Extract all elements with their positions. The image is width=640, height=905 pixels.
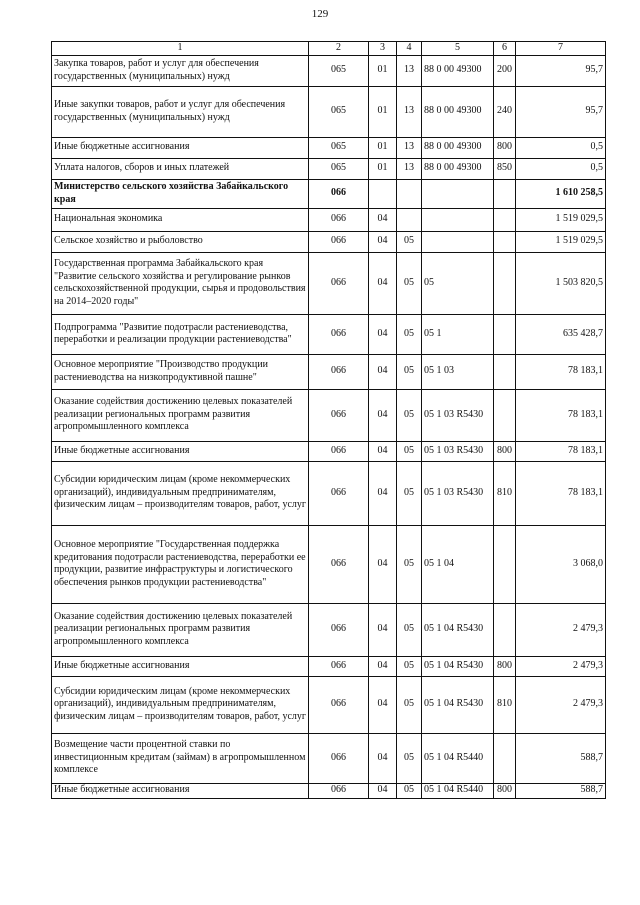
row-section-cell <box>369 179 397 208</box>
table-row <box>52 231 606 252</box>
row-code-cell: 066 <box>309 441 369 461</box>
row-name-cell: Иные бюджетные ассигнования <box>52 137 309 158</box>
row-name-cell: Иные закупки товаров, работ и услуг для обеспечения государственных (муниципальных) нужд <box>52 86 309 137</box>
table-row <box>52 314 606 354</box>
row-sum-cell: 2 479,3 <box>516 676 606 733</box>
row-expense-type-cell <box>494 208 516 231</box>
row-target-article-cell: 88 0 00 49300 <box>422 137 494 158</box>
table-row <box>52 441 606 461</box>
header-cell-section: 3 <box>369 42 397 56</box>
row-expense-type-cell <box>494 179 516 208</box>
row-subsection-cell: 13 <box>397 158 422 179</box>
row-target-article-cell: 05 1 04 R5430 <box>422 603 494 656</box>
row-sum-cell: 0,5 <box>516 137 606 158</box>
row-section-cell: 01 <box>369 158 397 179</box>
row-subsection-cell: 05 <box>397 461 422 525</box>
row-subsection-cell: 05 <box>397 656 422 676</box>
row-sum-cell: 588,7 <box>516 733 606 783</box>
row-sum-cell: 78 183,1 <box>516 441 606 461</box>
row-name-cell: Закупка товаров, работ и услуг для обеспечения государственных (муниципальных) нужд <box>52 55 309 86</box>
row-code-cell: 065 <box>309 55 369 86</box>
row-code-cell: 066 <box>309 179 369 208</box>
row-section-cell: 04 <box>369 525 397 603</box>
row-code-cell: 065 <box>309 86 369 137</box>
row-code-cell: 066 <box>309 603 369 656</box>
row-expense-type-cell <box>494 733 516 783</box>
table-row <box>52 603 606 656</box>
row-target-article-cell: 05 1 04 R5440 <box>422 783 494 798</box>
row-section-cell: 01 <box>369 55 397 86</box>
row-target-article-cell: 05 1 <box>422 314 494 354</box>
header-cell-code: 2 <box>309 42 369 56</box>
table-row <box>52 733 606 783</box>
row-section-cell: 04 <box>369 231 397 252</box>
row-sum-cell: 1 519 029,5 <box>516 231 606 252</box>
row-target-article-cell: 05 1 04 R5430 <box>422 676 494 733</box>
row-subsection-cell: 13 <box>397 55 422 86</box>
row-name-cell: Иные бюджетные ассигнования <box>52 783 309 798</box>
row-code-cell: 066 <box>309 314 369 354</box>
table-header-row <box>52 42 606 56</box>
row-name-cell: Иные бюджетные ассигнования <box>52 656 309 676</box>
row-subsection-cell: 05 <box>397 389 422 441</box>
row-name-cell: Оказание содействия достижению целевых показателей реализации региональных программ развития агропромышленного комплекса <box>52 389 309 441</box>
row-code-cell: 066 <box>309 354 369 389</box>
row-expense-type-cell: 800 <box>494 441 516 461</box>
row-target-article-cell <box>422 179 494 208</box>
row-name-cell: Министерство сельского хозяйства Забайкальского края <box>52 179 309 208</box>
header-cell-name: 1 <box>52 42 309 56</box>
row-target-article-cell: 05 1 03 R5430 <box>422 389 494 441</box>
row-sum-cell: 2 479,3 <box>516 603 606 656</box>
row-code-cell: 066 <box>309 389 369 441</box>
row-name-cell: Уплата налогов, сборов и иных платежей <box>52 158 309 179</box>
row-code-cell: 066 <box>309 461 369 525</box>
row-code-cell: 066 <box>309 783 369 798</box>
row-expense-type-cell <box>494 252 516 314</box>
row-name-cell: Оказание содействия достижению целевых показателей реализации региональных программ развития агропромышленного комплекса <box>52 603 309 656</box>
row-section-cell: 04 <box>369 252 397 314</box>
row-section-cell: 01 <box>369 86 397 137</box>
row-name-cell: Субсидии юридическим лицам (кроме некоммерческих организаций), индивидуальным предпринимателям, физическим лицам – производителям товаров, работ, услуг <box>52 676 309 733</box>
table-row <box>52 55 606 86</box>
row-section-cell: 04 <box>369 461 397 525</box>
row-code-cell: 065 <box>309 137 369 158</box>
table-row <box>52 676 606 733</box>
row-sum-cell: 1 519 029,5 <box>516 208 606 231</box>
table-row <box>52 783 606 798</box>
row-target-article-cell: 05 1 03 R5430 <box>422 461 494 525</box>
row-sum-cell: 1 610 258,5 <box>516 179 606 208</box>
row-name-cell: Возмещение части процентной ставки по инвестиционным кредитам (займам) в агропромышленном комплексе <box>52 733 309 783</box>
table-row <box>52 158 606 179</box>
table-row <box>52 137 606 158</box>
row-code-cell: 066 <box>309 525 369 603</box>
row-section-cell: 04 <box>369 314 397 354</box>
row-section-cell: 01 <box>369 137 397 158</box>
row-subsection-cell: 05 <box>397 676 422 733</box>
header-cell-target-article: 5 <box>422 42 494 56</box>
row-target-article-cell: 05 1 04 R5430 <box>422 656 494 676</box>
row-sum-cell: 78 183,1 <box>516 354 606 389</box>
row-code-cell: 066 <box>309 656 369 676</box>
row-name-cell: Основное мероприятие "Государственная поддержка кредитования подотрасли растениеводства, переработки ее продукции, развитие инфраструктуры и логистического обеспечения рынков продукции растениеводства" <box>52 525 309 603</box>
row-subsection-cell <box>397 179 422 208</box>
row-section-cell: 04 <box>369 389 397 441</box>
row-sum-cell: 95,7 <box>516 86 606 137</box>
row-subsection-cell: 05 <box>397 314 422 354</box>
row-code-cell: 066 <box>309 676 369 733</box>
row-expense-type-cell: 240 <box>494 86 516 137</box>
row-expense-type-cell: 810 <box>494 676 516 733</box>
row-subsection-cell: 13 <box>397 86 422 137</box>
row-expense-type-cell <box>494 389 516 441</box>
table-row <box>52 389 606 441</box>
row-subsection-cell: 05 <box>397 441 422 461</box>
table-row <box>52 525 606 603</box>
row-name-cell: Субсидии юридическим лицам (кроме некоммерческих организаций), индивидуальным предпринимателям, физическим лицам – производителям товаров, работ, услуг <box>52 461 309 525</box>
row-target-article-cell: 05 1 03 R5430 <box>422 441 494 461</box>
row-subsection-cell: 05 <box>397 783 422 798</box>
row-expense-type-cell: 800 <box>494 783 516 798</box>
row-expense-type-cell <box>494 525 516 603</box>
row-name-cell: Национальная экономика <box>52 208 309 231</box>
row-sum-cell: 1 503 820,5 <box>516 252 606 314</box>
row-sum-cell: 3 068,0 <box>516 525 606 603</box>
row-expense-type-cell <box>494 603 516 656</box>
row-expense-type-cell <box>494 314 516 354</box>
header-cell-subsection: 4 <box>397 42 422 56</box>
row-section-cell: 04 <box>369 676 397 733</box>
row-target-article-cell: 88 0 00 49300 <box>422 86 494 137</box>
row-name-cell: Сельское хозяйство и рыболовство <box>52 231 309 252</box>
row-code-cell: 066 <box>309 231 369 252</box>
header-cell-expense-type: 6 <box>494 42 516 56</box>
table-row <box>52 86 606 137</box>
row-expense-type-cell: 810 <box>494 461 516 525</box>
row-code-cell: 066 <box>309 208 369 231</box>
row-expense-type-cell <box>494 354 516 389</box>
row-sum-cell: 95,7 <box>516 55 606 86</box>
page-number: 129 <box>311 8 329 20</box>
row-subsection-cell: 05 <box>397 354 422 389</box>
row-sum-cell: 635 428,7 <box>516 314 606 354</box>
row-expense-type-cell: 200 <box>494 55 516 86</box>
row-name-cell: Иные бюджетные ассигнования <box>52 441 309 461</box>
row-subsection-cell: 13 <box>397 137 422 158</box>
row-target-article-cell: 05 <box>422 252 494 314</box>
row-subsection-cell: 05 <box>397 525 422 603</box>
row-sum-cell: 78 183,1 <box>516 389 606 441</box>
table-row <box>52 354 606 389</box>
row-section-cell: 04 <box>369 733 397 783</box>
row-code-cell: 065 <box>309 158 369 179</box>
row-expense-type-cell: 800 <box>494 137 516 158</box>
table-row <box>52 208 606 231</box>
row-sum-cell: 588,7 <box>516 783 606 798</box>
row-code-cell: 066 <box>309 733 369 783</box>
table-row <box>52 461 606 525</box>
table-row <box>52 252 606 314</box>
row-name-cell: Основное мероприятие "Производство продукции растениеводства на низкопродуктивной пашне" <box>52 354 309 389</box>
row-section-cell: 04 <box>369 656 397 676</box>
row-sum-cell: 2 479,3 <box>516 656 606 676</box>
row-subsection-cell <box>397 208 422 231</box>
row-target-article-cell: 05 1 04 R5440 <box>422 733 494 783</box>
row-section-cell: 04 <box>369 441 397 461</box>
row-sum-cell: 78 183,1 <box>516 461 606 525</box>
row-expense-type-cell <box>494 231 516 252</box>
row-target-article-cell <box>422 208 494 231</box>
row-subsection-cell: 05 <box>397 231 422 252</box>
row-expense-type-cell: 850 <box>494 158 516 179</box>
row-subsection-cell: 05 <box>397 603 422 656</box>
row-target-article-cell: 88 0 00 49300 <box>422 158 494 179</box>
header-cell-sum: 7 <box>516 42 606 56</box>
row-expense-type-cell: 800 <box>494 656 516 676</box>
row-target-article-cell: 05 1 03 <box>422 354 494 389</box>
row-code-cell: 066 <box>309 252 369 314</box>
row-section-cell: 04 <box>369 603 397 656</box>
row-subsection-cell: 05 <box>397 733 422 783</box>
row-name-cell: Подпрограмма "Развитие подотрасли растениеводства, переработки и реализации продукции растениеводства" <box>52 314 309 354</box>
row-sum-cell: 0,5 <box>516 158 606 179</box>
table-row <box>52 179 606 208</box>
row-section-cell: 04 <box>369 783 397 798</box>
row-target-article-cell: 05 1 04 <box>422 525 494 603</box>
row-section-cell: 04 <box>369 354 397 389</box>
row-section-cell: 04 <box>369 208 397 231</box>
row-name-cell: Государственная программа Забайкальского края "Развитие сельского хозяйства и регулирование рынков сельскохозяйственной продукции, сырья и продовольствия на 2014–2020 годы" <box>52 252 309 314</box>
table-row <box>52 656 606 676</box>
row-target-article-cell: 88 0 00 49300 <box>422 55 494 86</box>
budget-table <box>51 41 606 799</box>
row-subsection-cell: 05 <box>397 252 422 314</box>
row-target-article-cell <box>422 231 494 252</box>
